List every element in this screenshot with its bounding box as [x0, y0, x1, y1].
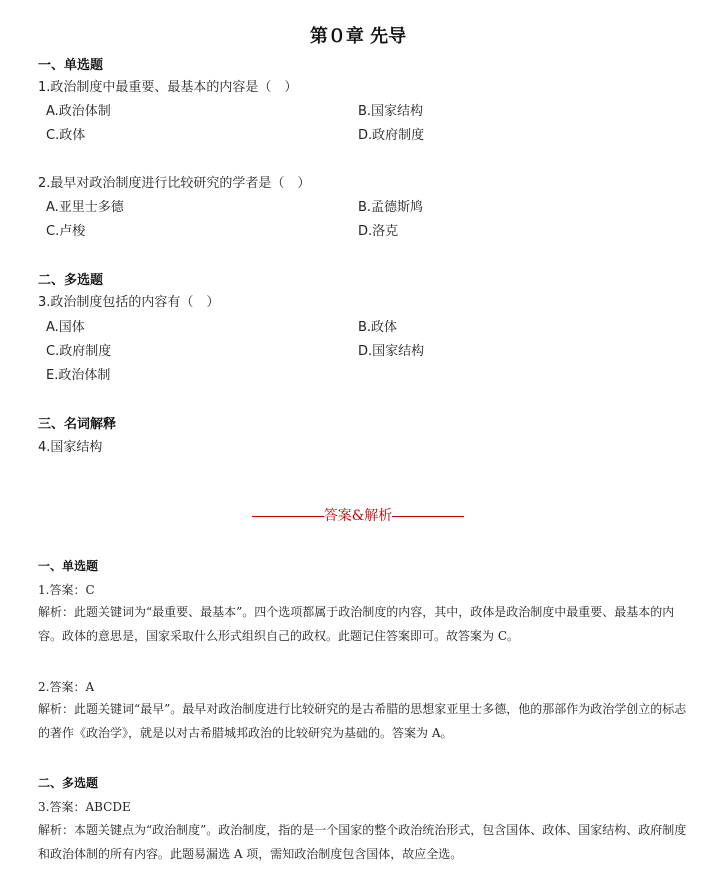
question-2-option-a: A.亚里士多德 [46, 200, 124, 215]
question-1-option-a: A.政治体制 [46, 104, 111, 119]
question-1-stem: 1.政治制度中最重要、最基本的内容是（ ） [38, 80, 298, 95]
question-3-option-e: E.政治体制 [46, 368, 111, 383]
answers-header: 答案&解析 [323, 508, 393, 524]
question-2-option-d: D.洛克 [358, 224, 399, 239]
divider-line-left [252, 516, 324, 517]
explanation-3: 解析：本题关键点为“政治制度”。政治制度，指的是一个国家的整个政治统治形式，包含国体、政体、国家结构、政府制度和政治体制的所有内容。此题易漏选 A 项，需知政治制度包含国体，故应全选。 [38, 823, 687, 861]
question-2-stem: 2.最早对政治制度进行比较研究的学者是（ ） [38, 176, 311, 191]
answer-2: 2.答案：A [38, 680, 95, 694]
divider-line-right [392, 516, 464, 517]
question-3-stem: 3.政治制度包括的内容有（ ） [38, 295, 220, 310]
question-2-option-b: B.孟德斯鸠 [358, 200, 424, 215]
question-1-option-d: D.政府制度 [358, 128, 425, 143]
answer-section-single-choice: 一、单选题 [38, 559, 99, 573]
question-3-option-d: D.国家结构 [358, 344, 425, 359]
question-1-option-b: B.国家结构 [358, 104, 424, 119]
answer-section-multiple-choice: 二、多选题 [38, 776, 99, 790]
section-heading-multiple-choice: 二、多选题 [38, 273, 104, 288]
explanation-2: 解析：此题关键词“最早”。最早对政治制度进行比较研究的是古希腊的思想家亚里士多德，他的那部作为政治学创立的标志的著作《政治学》，就是以对古希腊城邦政治的比较研究为基础的。答案为 A。 [38, 702, 687, 740]
question-1-option-c: C.政体 [46, 128, 86, 143]
section-heading-single-choice: 一、单选题 [38, 58, 104, 73]
answer-1: 1.答案：C [38, 583, 95, 597]
page-title: 第０章 先导 [309, 26, 407, 47]
section-heading-term-definition: 三、名词解释 [38, 417, 117, 432]
answer-3: 3.答案：ABCDE [38, 800, 131, 814]
question-3-option-b: B.政体 [358, 320, 398, 335]
question-4-stem: 4.国家结构 [38, 440, 103, 455]
question-3-option-c: C.政府制度 [46, 344, 112, 359]
answers-divider [0, 505, 716, 525]
question-3-option-a: A.国体 [46, 320, 85, 335]
explanation-1: 解析：此题关键词为“最重要、最基本”。四个选项都属于政治制度的内容，其中，政体是政治制度中最重要、最基本的内容。政体的意思是，国家采取什么形式组织自己的政权。此题记住答案即可。故答案为 C。 [38, 605, 675, 643]
question-2-option-c: C.卢梭 [46, 224, 86, 239]
